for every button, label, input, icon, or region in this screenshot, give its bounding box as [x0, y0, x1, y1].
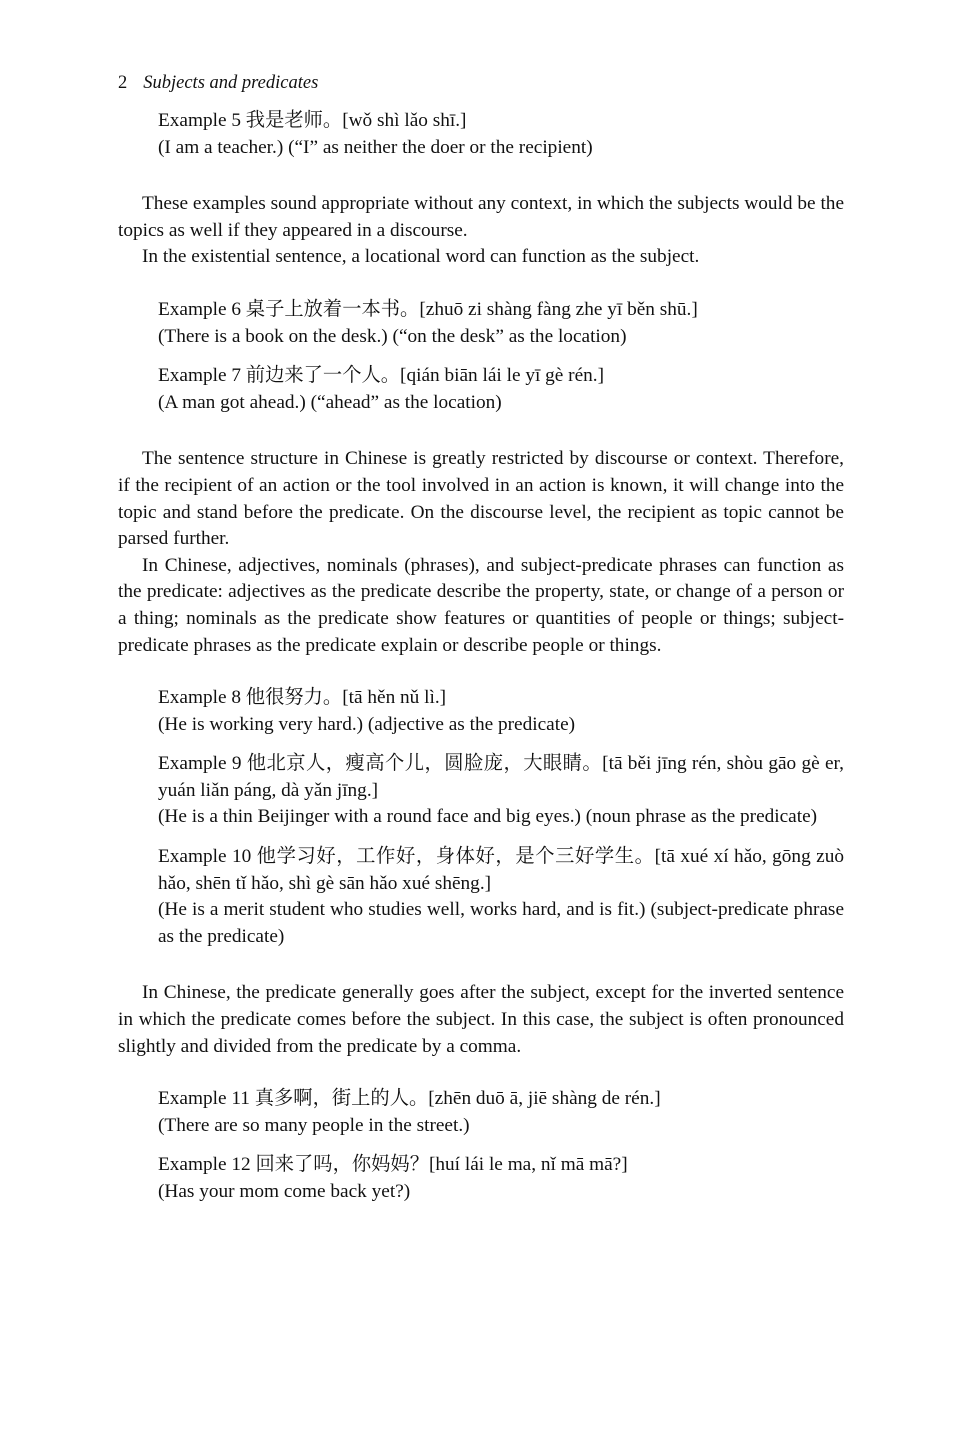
spacer — [118, 271, 844, 297]
example-10-gloss-line: (He is a merit student who studies well, works hard, and is fit.) (subject-predicate phrase as the predicate) — [158, 899, 844, 947]
paragraph-2: In the existential sentence, a locational word can function as the subject. — [142, 246, 700, 268]
example-5-gloss-line: (I am a teacher.) (“I” as neither the doer or the recipient) — [158, 136, 593, 158]
spacer — [118, 659, 844, 685]
running-head — [118, 72, 318, 94]
example-block-10 — [118, 844, 844, 950]
paragraph-1: These examples sound appropriate without any context, in which the subjects would be the topics as well if they appeared in a discourse. — [118, 193, 844, 241]
example-9-chinese-line: Example 9 他北京人，瘦高个儿，圆脸庞，大眼睛。[tā běi jīng rén, shòu gāo gè er, yuán liǎn páng, dà yǎn jīng.] — [158, 753, 844, 801]
example-9-gloss-line: (He is a thin Beijinger with a round face and big eyes.) (noun phrase as the predicate) — [158, 806, 818, 828]
spacer — [118, 1060, 844, 1086]
spacer — [118, 350, 844, 363]
paragraph-3: The sentence structure in Chinese is greatly restricted by discourse or context. Therefore, if the recipient of an action or the tool involved in an action is known, it will change into the topic and stand before the predicate. On the discourse level, the recipient as topic cannot be parsed further. — [118, 448, 844, 550]
spacer — [118, 161, 844, 191]
spacer — [118, 950, 844, 980]
example-block-6 — [118, 297, 844, 350]
paragraph-4: In Chinese, adjectives, nominals (phrases), and subject-predicate phrases can function as the predicate: adjectives as the predicate describe the property, state, or change of a person or a thing; nominals as the predicate show features or quantities of people or things; subject-predicate phrases as the predicate explain or describe people or things. — [118, 554, 844, 656]
example-8-chinese-line: Example 8 他很努力。[tā hěn nǔ lì.] — [158, 687, 447, 709]
example-7-gloss-line: (A man got ahead.) (“ahead” as the location) — [158, 391, 502, 413]
example-10-chinese-line: Example 10 他学习好，工作好，身体好，是个三好学生。[tā xué xí hǎo, gōng zuò hǎo, shēn tǐ hǎo, shì gè sān hǎo xué shēng.] — [158, 846, 844, 894]
example-11-chinese-line: Example 11 真多啊，街上的人。[zhēn duō ā, jiē shàng de rén.] — [158, 1088, 661, 1110]
spacer — [118, 738, 844, 751]
example-block-11 — [118, 1086, 844, 1139]
spacer — [118, 831, 844, 844]
example-block-5 — [118, 108, 844, 161]
example-7-chinese-line: Example 7 前边来了一个人。[qián biān lái le yī gè rén.] — [158, 365, 605, 387]
page-number: 2 — [118, 73, 128, 93]
example-block-12 — [118, 1152, 844, 1205]
running-head-title: Subjects and predicates — [143, 73, 319, 93]
spacer — [118, 416, 844, 446]
example-8-gloss-line: (He is working very hard.) (adjective as the predicate) — [158, 713, 576, 735]
example-11-gloss-line: (There are so many people in the street.) — [158, 1114, 470, 1136]
text-column — [118, 108, 844, 1206]
example-block-9 — [118, 751, 844, 831]
example-12-chinese-line: Example 12 回来了吗，你妈妈？[huí lái le ma, nǐ mā mā?] — [158, 1154, 628, 1176]
example-block-7 — [118, 363, 844, 416]
example-block-8 — [118, 685, 844, 738]
example-6-gloss-line: (There is a book on the desk.) (“on the desk” as the location) — [158, 325, 627, 347]
example-12-gloss-line: (Has your mom come back yet?) — [158, 1181, 411, 1202]
example-6-chinese-line: Example 6 桌子上放着一本书。[zhuō zi shàng fàng zhe yī běn shū.] — [158, 298, 698, 320]
example-5-chinese-line: Example 5 我是老师。[wǒ shì lǎo shī.] — [158, 110, 467, 131]
spacer — [118, 1139, 844, 1152]
paragraph-5: In Chinese, the predicate generally goes after the subject, except for the inverted sentence in which the predicate comes before the subject. In this case, the subject is often pronounced slightly and divided from the predicate by a comma. — [118, 982, 844, 1057]
